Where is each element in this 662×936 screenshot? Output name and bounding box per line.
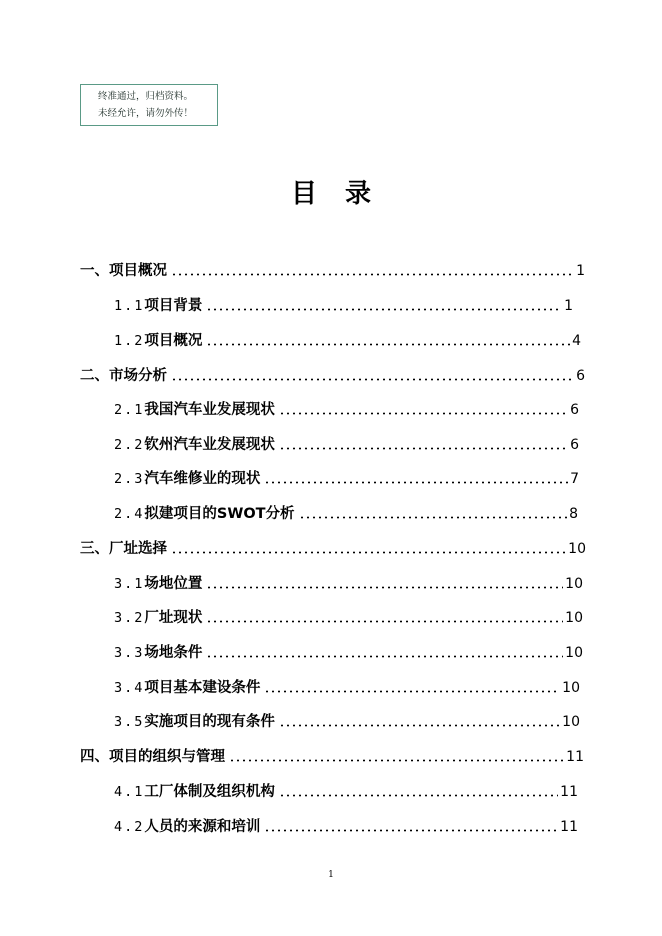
toc-entry[interactable]	[80, 258, 585, 280]
toc-entry[interactable]	[114, 779, 578, 801]
toc-entry-text: 我国汽车业发展现状	[144, 402, 275, 418]
toc-entry-text: 钦州汽车业发展现状	[144, 437, 275, 453]
dot-leader	[264, 690, 560, 693]
toc-entry[interactable]	[114, 397, 579, 419]
toc-entry-text: 三、厂址选择	[80, 541, 167, 557]
toc-entry[interactable]	[80, 536, 586, 558]
toc-entry-page: 10	[565, 576, 583, 592]
dot-leader	[299, 516, 568, 519]
toc-entry-number: 4.2	[114, 819, 145, 835]
toc-entry-number: 4.1	[114, 784, 145, 800]
dot-leader	[229, 759, 564, 762]
toc-entry-label	[114, 470, 260, 488]
toc-entry-text: 二、市场分析	[80, 368, 167, 384]
dot-leader	[206, 343, 570, 346]
toc-entry-label	[114, 297, 202, 315]
dot-leader	[171, 551, 566, 554]
toc-entry-text: 汽车维修业的现状	[144, 471, 261, 487]
toc-entry-page: 1	[576, 263, 585, 279]
toc-entry-text: 实施项目的现有条件	[144, 714, 275, 730]
toc-entry[interactable]	[80, 363, 585, 385]
toc-entry-page: 11	[560, 784, 578, 800]
dot-leader	[279, 412, 568, 415]
toc-entry-text: 一、项目概况	[80, 263, 167, 279]
toc-entry[interactable]	[114, 709, 580, 731]
toc-entry-page: 10	[562, 680, 580, 696]
toc-entry-number: 3.4	[114, 680, 145, 696]
toc-entry-label	[114, 783, 275, 801]
toc-entry[interactable]	[114, 501, 578, 523]
toc-entry-number: 1.1	[114, 298, 145, 314]
toc-entry-label	[114, 575, 202, 593]
toc-entry-label	[114, 332, 202, 350]
dot-leader	[206, 308, 562, 311]
toc-entry[interactable]	[114, 328, 581, 350]
dot-leader	[279, 794, 558, 797]
toc-entry-number: 3.2	[114, 610, 145, 626]
toc-entry[interactable]	[114, 293, 573, 315]
dot-leader	[206, 586, 563, 589]
toc-entry-label	[114, 679, 260, 697]
toc-entry-page: 1	[564, 298, 573, 314]
toc-entry-page: 6	[570, 437, 579, 453]
toc-entry-label	[80, 262, 167, 280]
toc-entry-label	[114, 644, 202, 662]
toc-entry-page: 10	[565, 645, 583, 661]
toc-entry-text: 项目概况	[144, 333, 203, 349]
dot-leader	[206, 655, 563, 658]
toc-entry-number: 2.4	[114, 506, 145, 522]
confidential-stamp	[80, 84, 218, 126]
page-number: 1	[328, 870, 334, 880]
dot-leader	[206, 620, 563, 623]
dot-leader	[279, 447, 568, 450]
dot-leader	[171, 378, 574, 381]
toc-entry-page: 7	[570, 471, 579, 487]
toc-entry-text: 四、项目的组织与管理	[80, 749, 225, 765]
toc-entry-number: 2.1	[114, 402, 145, 418]
toc-entry-number: 2.3	[114, 471, 145, 487]
toc-entry-page: 10	[562, 714, 580, 730]
toc-entry-number: 1.2	[114, 333, 145, 349]
toc-entry-number: 3.5	[114, 714, 145, 730]
toc-entry-label	[114, 818, 260, 836]
toc-entry[interactable]	[114, 605, 583, 627]
toc-entry[interactable]	[114, 675, 580, 697]
toc-entry-label	[114, 401, 275, 419]
toc-entry-text: 人员的来源和培训	[144, 819, 261, 835]
stamp-line-1: 终准通过，归档资料。	[98, 91, 194, 102]
toc-entry-page: 10	[565, 610, 583, 626]
toc-entry-page: 4	[572, 333, 581, 349]
toc-entry-page: 10	[568, 541, 586, 557]
toc-entry-page: 8	[569, 506, 578, 522]
toc-entry-label	[114, 505, 295, 523]
toc-entry[interactable]	[80, 744, 584, 766]
toc-entry-number: 3.3	[114, 645, 145, 661]
toc-entry-number: 2.2	[114, 437, 145, 453]
toc-entry-number: 3.1	[114, 576, 145, 592]
toc-entry-text: 项目背景	[144, 298, 203, 314]
toc-entry-page: 6	[576, 368, 585, 384]
toc-entry-label	[80, 540, 167, 558]
toc-entry-text: 场地位置	[144, 576, 203, 592]
toc-entry[interactable]	[114, 814, 578, 836]
toc-entry-text: 场地条件	[144, 645, 203, 661]
dot-leader	[264, 829, 558, 832]
toc-entry-label	[114, 436, 275, 454]
toc-entry-label	[80, 367, 167, 385]
dot-leader	[279, 724, 560, 727]
toc-entry-text: 厂址现状	[144, 610, 203, 626]
toc-entry-label	[80, 748, 225, 766]
toc-entry-page: 11	[560, 819, 578, 835]
page-title: 目录	[290, 179, 399, 209]
toc-entry[interactable]	[114, 571, 583, 593]
stamp-line-2: 未经允许，请勿外传！	[98, 108, 194, 119]
dot-leader	[171, 273, 574, 276]
toc-entry-label	[114, 713, 275, 731]
toc-entry[interactable]	[114, 640, 583, 662]
dot-leader	[264, 481, 568, 484]
toc-entry-page: 11	[566, 749, 584, 765]
toc-entry-text: 工厂体制及组织机构	[144, 784, 275, 800]
toc-entry-text: 项目基本建设条件	[144, 680, 261, 696]
toc-entry-label	[114, 609, 202, 627]
toc-entry[interactable]	[114, 432, 579, 454]
toc-entry[interactable]	[114, 466, 579, 488]
toc-entry-page: 6	[570, 402, 579, 418]
toc-entry-text: 拟建项目的SWOT分析	[144, 506, 295, 522]
